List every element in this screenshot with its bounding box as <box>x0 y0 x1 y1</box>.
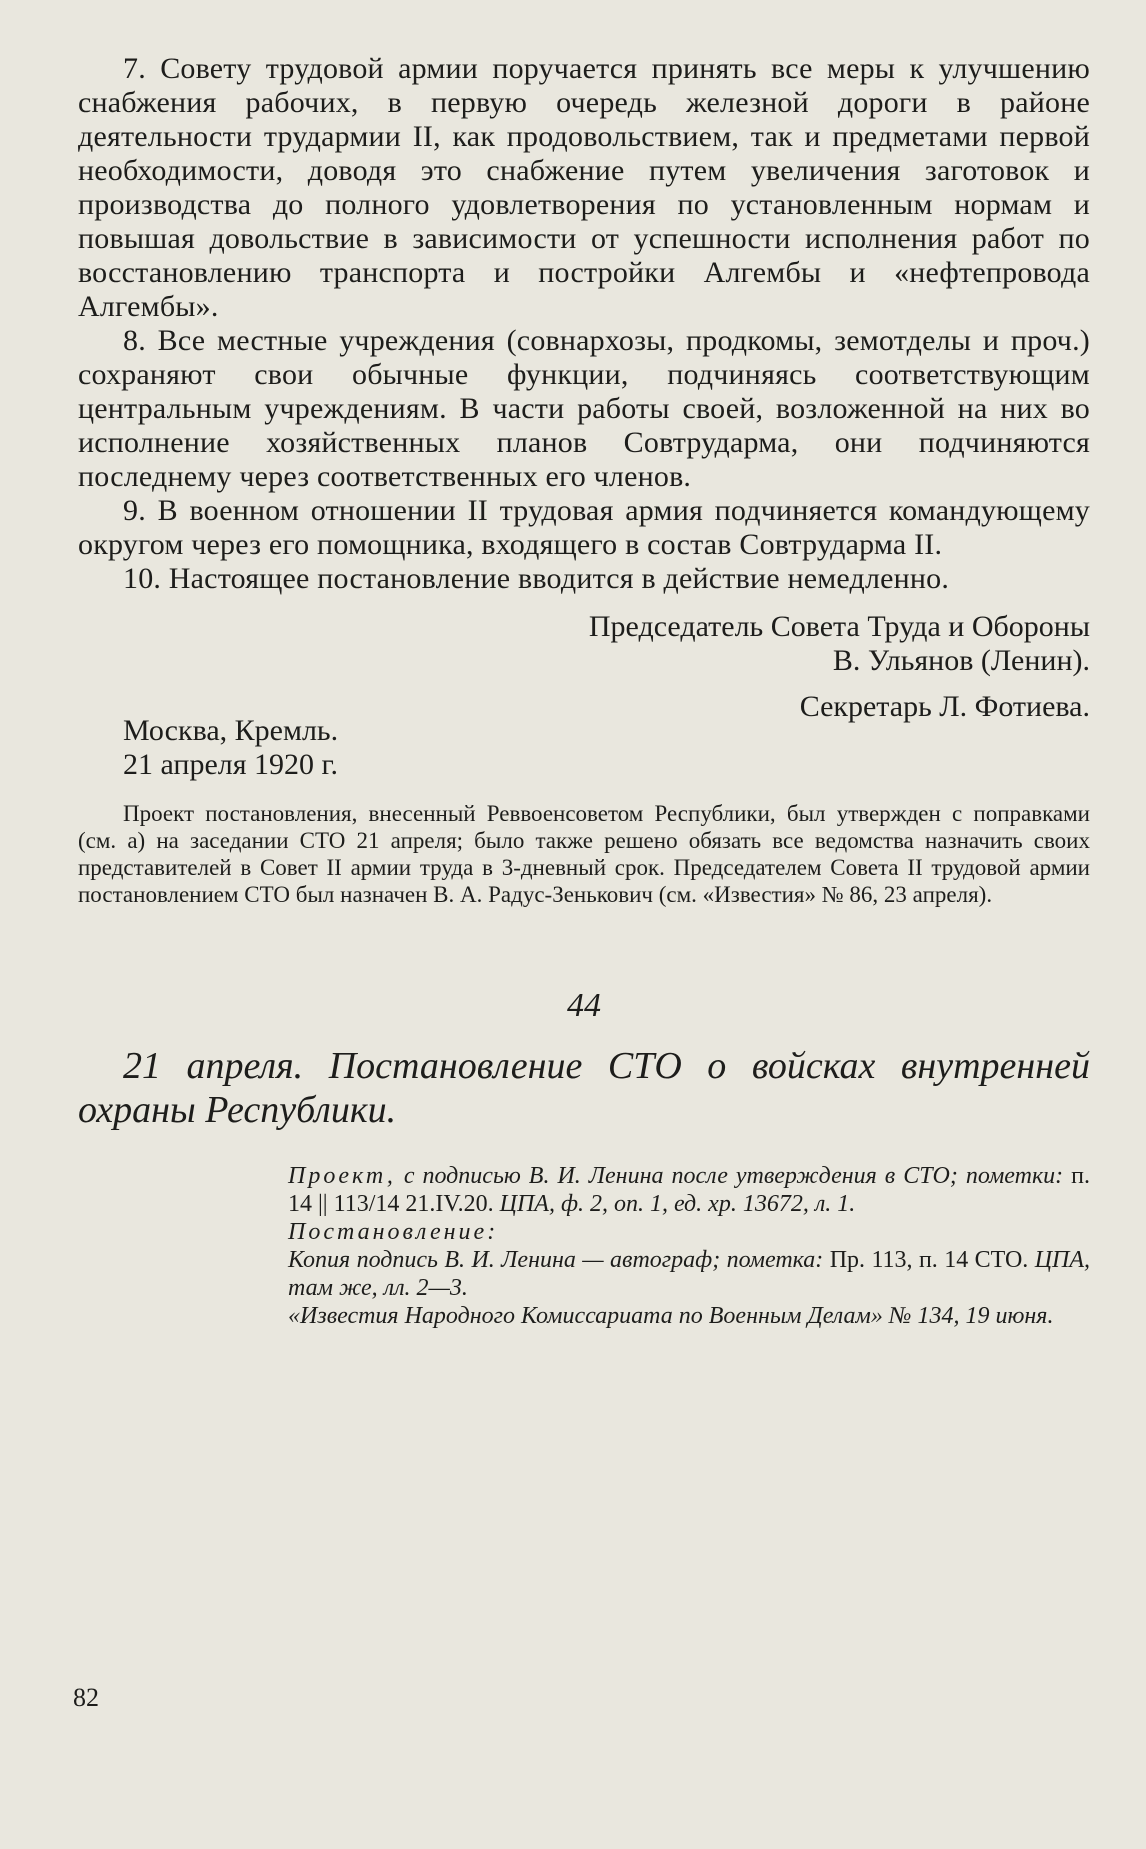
source-decree-label: Постановление: <box>288 1219 499 1245</box>
page-number: 82 <box>73 1683 99 1712</box>
editorial-note: Проект постановления, внесенный Реввоенсоветом Республики, был утвержден с поправками (см. а) на заседании СТО 21 апреля; было также решено обязать все ведомства назначить своих представителей в Совет II армии труда в 3-дневный срок. Председателем Совета II трудовой армии постановлением СТО был назначен В. А. Радус-Зенькович (см. «Известия» № 86, 23 апреля). <box>78 801 1090 907</box>
source-project <box>288 1162 1090 1218</box>
source-copy-archive: ЦПА, там же, лл. 2—3. <box>288 1247 1091 1301</box>
page-content <box>78 52 1090 1330</box>
source-project-marks: п. 14 || 113/14 21.IV.20. <box>288 1163 1091 1217</box>
document-number: 44 <box>567 987 601 1024</box>
source-copy-marks: Пр. 113, п. 14 СТО. <box>829 1247 1029 1273</box>
paragraph-10: 10. Настоящее постановление вводится в действие немедленно. <box>123 562 950 595</box>
paragraph-8: 8. Все местные учреждения (совнархозы, продкомы, земотделы и проч.) сохраняют свои обычные функции, подчиняясь соответствующим центральным учреждениям. В части работы своей, возложенной на них во исполнение хозяйственных планов Совтрударма, они подчиняются последнему через соответственных его членов. <box>78 324 1090 493</box>
source-copy <box>288 1246 1090 1302</box>
signature-block <box>78 610 1090 724</box>
place: Москва, Кремль. <box>123 714 339 747</box>
chair-name: В. Ульянов (Ленин). <box>832 644 1090 677</box>
source-decree <box>288 1218 1090 1246</box>
sources-block <box>78 1162 1090 1330</box>
chair-title: Председатель Совета Труда и Обороны <box>588 610 1090 643</box>
source-project-archive: ЦПА, ф. 2, оп. 1, ед. хр. 13672, л. 1. <box>499 1191 856 1217</box>
paragraph-7: 7. Совету трудовой армии поручается принять все меры к улучшению снабжения рабочих, в первую очередь железной дороги в районе деятельности трудармии II, как продовольствием, так и предметами первой необходимости, доводя это снабжение путем увеличения заготовок и производства до полного удовлетворения по установленным нормам и повышая довольствие в зависимости от успешности исполнения работ по восстановлению транспорта и постройки Алгембы и «нефтепровода Алгембы». <box>78 52 1090 323</box>
source-copy-text: Копия подпись В. И. Ленина — автограф; пометка: <box>288 1247 824 1273</box>
date: 21 апреля 1920 г. <box>123 748 338 781</box>
paragraph-9: 9. В военном отношении II трудовая армия подчиняется командующему округом через его помощника, входящего в состав Совтрударма II. <box>78 494 1090 561</box>
source-project-label: Проект, <box>288 1163 396 1189</box>
source-izvestia: «Известия Народного Комиссариата по Военным Делам» № 134, 19 июня. <box>288 1303 1054 1329</box>
document-title: 21 апреля. Постановление СТО о войсках внутренней охраны Республики. <box>78 1045 1090 1131</box>
source-project-text: с подписью В. И. Ленина после утверждения в СТО; пометки: <box>403 1163 1064 1189</box>
secretary: Секретарь Л. Фотиева. <box>799 690 1090 723</box>
